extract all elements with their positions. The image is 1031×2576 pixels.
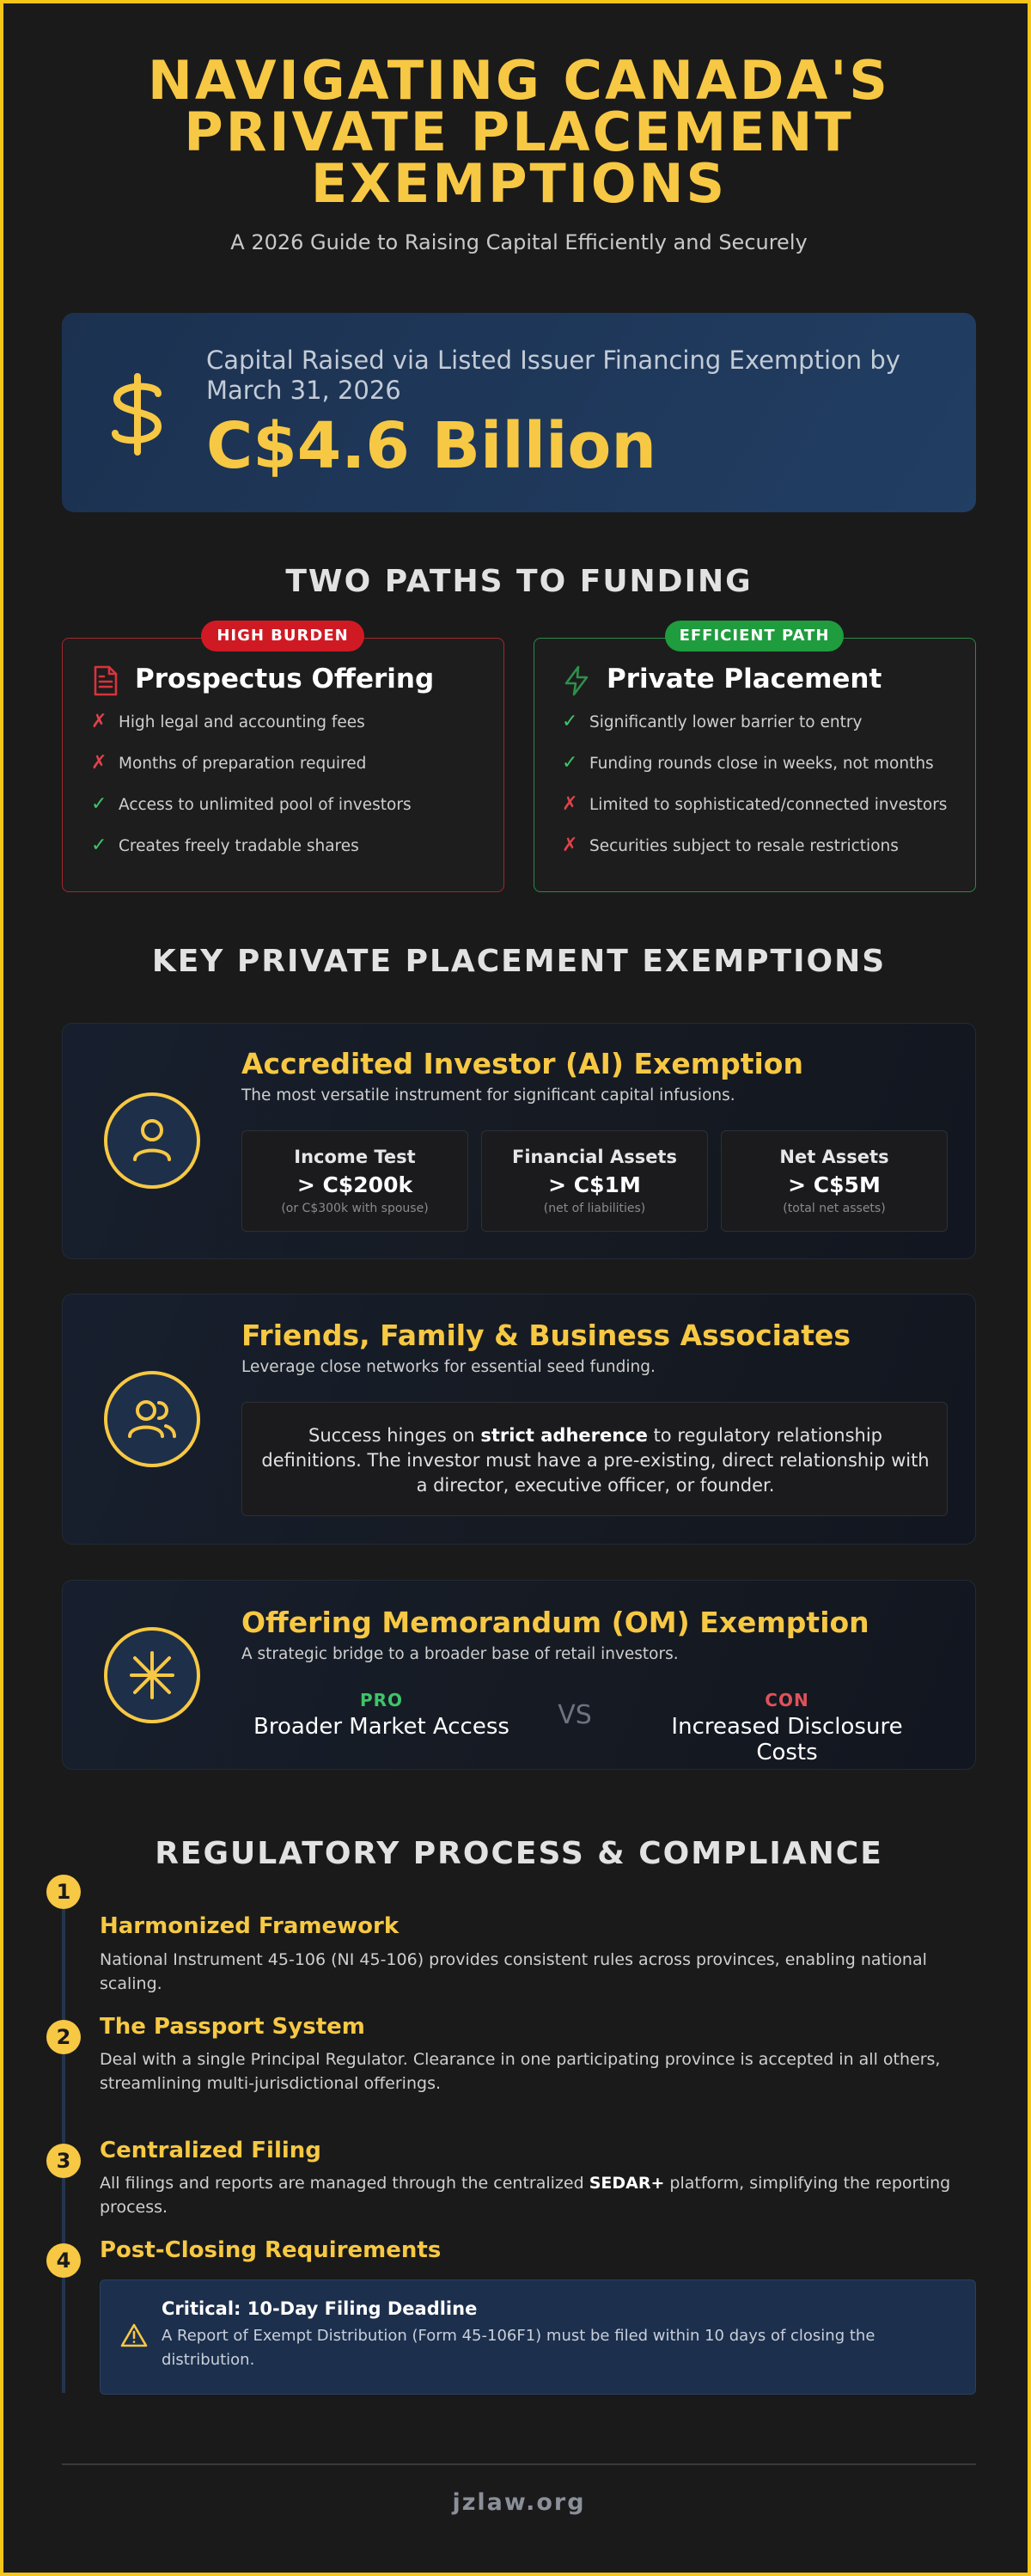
con-value: Increased Disclosure Costs: [671, 1714, 903, 1765]
user-icon: [123, 1111, 181, 1170]
dollar-sign-icon: [98, 371, 177, 457]
step-3-text-pre: All filings and reports are managed through the centralized: [100, 2174, 589, 2193]
prospectus-item: [91, 753, 366, 774]
private-item-text: Limited to sophisticated/connected investors: [589, 796, 948, 814]
check-icon: ✓: [562, 752, 578, 774]
deadline-warning-text: A Report of Exempt Distribution (Form 45-106F1) must be filed within 10 days of closing the distribution.: [162, 2327, 875, 2369]
asterisk-icon: [123, 1646, 181, 1704]
section-heading-exemptions: KEY PRIVATE PLACEMENT EXEMPTIONS: [151, 944, 887, 979]
stat-value: C$4.6 Billion: [206, 409, 657, 483]
prospectus-item: [91, 835, 359, 857]
private-item-text: Securities subject to resale restrictions: [589, 837, 899, 855]
metric-value: > C$200k: [296, 1172, 413, 1197]
note-text-post: to regulatory relationship definitions. The investor must have a pre-existing, direct relationship with a director, executive officer, or founder.: [261, 1425, 930, 1496]
private-item: [562, 835, 899, 857]
metric-net-assets: [721, 1130, 948, 1232]
note-text-bold: strict adherence: [480, 1425, 648, 1446]
metric-note: (total net assets): [783, 1202, 886, 1215]
high-burden-badge: HIGH BURDEN: [201, 621, 364, 652]
private-item: [562, 712, 862, 733]
step-1-text: National Instrument 45-106 (NI 45-106) provides consistent rules across provinces, enabling national scaling.: [100, 1950, 927, 1993]
private-item: [562, 753, 934, 774]
page-title: [3, 49, 1031, 215]
check-icon: ✓: [91, 793, 107, 815]
step-2-text: Deal with a single Principal Regulator. Clearance in one participating province is accepted in all others, streamlining multi-jurisdictional offerings.: [100, 2050, 941, 2093]
prospectus-item-text: Creates freely tradable shares: [119, 837, 359, 855]
step-4-title: Post-Closing Requirements: [100, 2237, 442, 2263]
deadline-warning-title: Critical: 10-Day Filing Deadline: [162, 2298, 478, 2319]
metric-note: (or C$300k with spouse): [281, 1202, 429, 1215]
metric-note: (net of liabilities): [543, 1202, 646, 1215]
om-subtitle: A strategic bridge to a broader base of retail investors.: [241, 1645, 679, 1663]
title-line-2: PRIVATE PLACEMENT: [184, 101, 854, 163]
check-icon: ✓: [562, 711, 578, 732]
title-line-1: NAVIGATING CANADA'S: [148, 49, 890, 112]
private-placement-title: Private Placement: [607, 664, 882, 694]
ffba-subtitle: Leverage close networks for essential seed funding.: [241, 1358, 656, 1376]
pro-tag: PRO: [359, 1690, 404, 1710]
metric-label: Financial Assets: [512, 1147, 677, 1167]
cross-icon: ✗: [91, 711, 107, 732]
step-3-text: [100, 2171, 985, 2219]
footer-divider: [62, 2463, 976, 2465]
ai-subtitle: The most versatile instrument for significant capital infusions.: [241, 1086, 735, 1104]
users-icon: [123, 1390, 181, 1448]
footer-site-link[interactable]: jzlaw.org: [452, 2489, 586, 2516]
step-4-marker: 4: [46, 2243, 81, 2278]
title-line-3: EXEMPTIONS: [310, 152, 728, 215]
step-2-title: The Passport System: [100, 2014, 365, 2040]
ffba-title: Friends, Family & Business Associates: [241, 1319, 851, 1352]
private-item-text: Funding rounds close in weeks, not months: [589, 755, 934, 773]
step-1-title: Harmonized Framework: [100, 1913, 400, 1939]
step-3-marker: 3: [46, 2144, 81, 2178]
metric-financial-assets: [481, 1130, 708, 1232]
versus-label: VS: [558, 1700, 592, 1730]
metric-value: > C$5M: [788, 1172, 881, 1197]
document-icon: [91, 664, 120, 697]
section-heading-paths: TWO PATHS TO FUNDING: [285, 564, 753, 599]
step-3-title: Centralized Filing: [100, 2138, 321, 2163]
section-heading-process: REGULATORY PROCESS & COMPLIANCE: [155, 1836, 883, 1871]
cross-icon: ✗: [562, 835, 578, 856]
ai-title: Accredited Investor (AI) Exemption: [241, 1047, 803, 1080]
note-text-pre: Success hinges on: [308, 1425, 481, 1446]
metric-label: Net Assets: [779, 1147, 889, 1167]
om-title: Offering Memorandum (OM) Exemption: [241, 1606, 869, 1639]
con-tag: CON: [765, 1690, 809, 1710]
check-icon: ✓: [91, 835, 107, 856]
metric-income-test: [241, 1130, 468, 1232]
step-3-text-post: platform, simplifying the reporting process.: [100, 2174, 951, 2217]
metric-label: Income Test: [294, 1147, 416, 1167]
step-1-marker: 1: [46, 1875, 81, 1909]
step-2-marker: 2: [46, 2020, 81, 2054]
step-3-text-bold: SEDAR+: [589, 2174, 665, 2193]
private-item-text: Significantly lower barrier to entry: [589, 713, 863, 731]
ffba-note-box: [241, 1402, 948, 1516]
prospectus-item-text: Months of preparation required: [119, 755, 367, 773]
metric-value: > C$1M: [548, 1172, 641, 1197]
efficient-path-badge: EFFICIENT PATH: [665, 621, 844, 652]
stat-label: Capital Raised via Listed Issuer Financing Exemption by March 31, 2026: [206, 346, 900, 405]
page-subtitle: A 2026 Guide to Raising Capital Efficiently and Securely: [230, 230, 808, 254]
prospectus-item-text: High legal and accounting fees: [119, 713, 365, 731]
cross-icon: ✗: [91, 752, 107, 774]
pro-value: Broader Market Access: [253, 1714, 509, 1740]
prospectus-item: [91, 794, 412, 816]
private-item: [562, 794, 947, 816]
cross-icon: ✗: [562, 793, 578, 815]
prospectus-item-text: Access to unlimited pool of investors: [119, 796, 412, 814]
ffba-note-text: [259, 1423, 931, 1498]
prospectus-title: Prospectus Offering: [135, 664, 435, 694]
lightning-icon: [562, 664, 591, 697]
warning-icon: [120, 2322, 148, 2348]
prospectus-item: [91, 712, 365, 733]
